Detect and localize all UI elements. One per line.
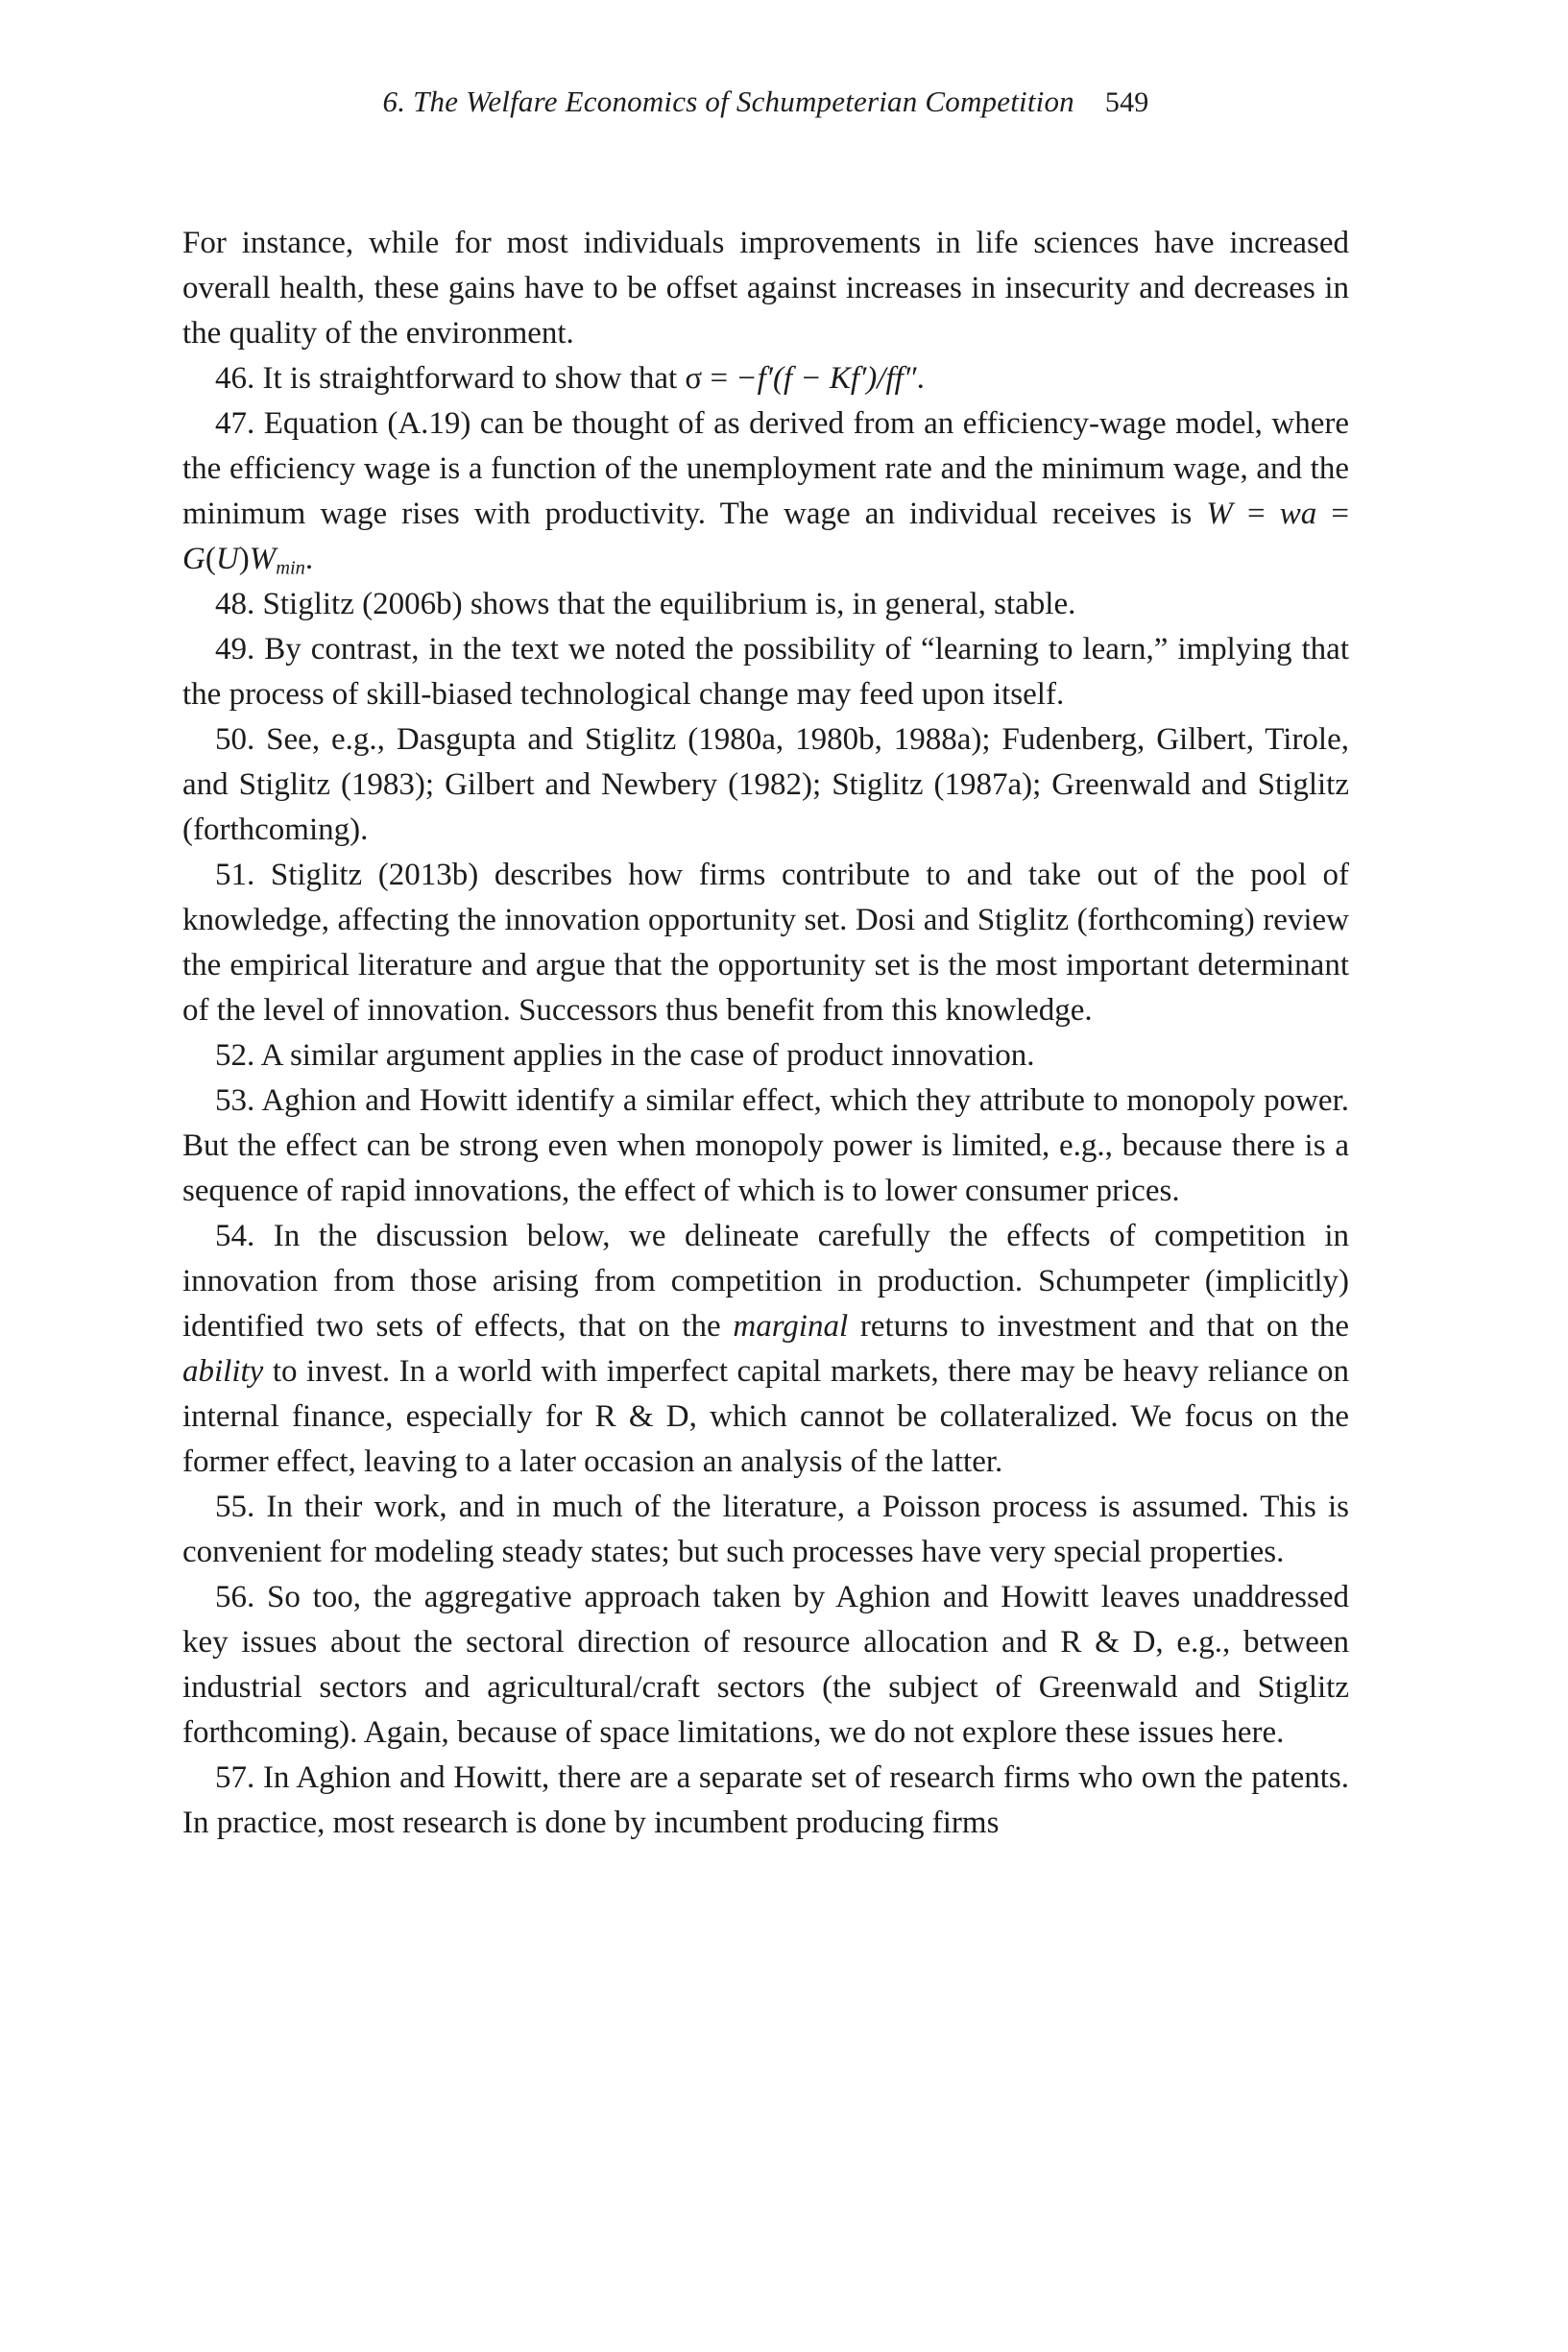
- italic-segment: W: [1206, 497, 1233, 531]
- text-segment: 55. In their work, and in much of the literature, a Poisson process is assumed. This is convenient for modeling steady states; but such processes have very special properties.: [182, 1490, 1349, 1569]
- note-54: [182, 1214, 1349, 1485]
- text-segment: =: [1232, 497, 1280, 531]
- note-55: [182, 1485, 1349, 1575]
- text-segment: =: [1316, 497, 1349, 531]
- text-segment: (: [205, 542, 216, 576]
- paragraph-continuation: [182, 221, 1349, 356]
- italic-segment: W: [249, 542, 277, 576]
- italic-segment: wa: [1279, 497, 1317, 531]
- text-segment: 50. See, e.g., Dasgupta and Stiglitz (1980a, 1980b, 1988a); Fudenberg, Gilbert, Tirole, and Stiglitz (1983); Gilbert and Newbery (1982); Stiglitz (1987a); Greenwald and Stiglitz (forthcoming).: [182, 722, 1349, 847]
- text-segment: ): [238, 542, 250, 576]
- italic-segment: G: [182, 542, 205, 576]
- running-head-chapter-title: 6. The Welfare Economics of Schumpeterian Competition: [382, 85, 1074, 118]
- text-segment: returns to investment and that on the: [848, 1309, 1349, 1344]
- text-segment: 54. In the discussion below, we delineate carefully the effects of competition in innovation from those arising from competition in production. Schumpeter (implicitly) identified two sets of effects, that on the: [182, 1219, 1349, 1344]
- note-48: [182, 582, 1349, 627]
- note-56: [182, 1575, 1349, 1756]
- note-53: [182, 1079, 1349, 1214]
- italic-segment: −f′(f − Kf′)/ff″: [736, 361, 917, 396]
- text-segment: 47. Equation (A.19) can be thought of as derived from an efficiency-wage model, where the efficiency wage is a function of the unemployment rate and the minimum wage, and the minimum wage rises with productivity. The wage an individual receives is: [182, 406, 1349, 531]
- running-head: [182, 85, 1349, 119]
- text-segment: to invest. In a world with imperfect capital markets, there may be heavy reliance on internal finance, especially for R & D, which cannot be collateralized. We focus on the former effect, leaving to a later occasion an analysis of the latter.: [182, 1354, 1349, 1479]
- italic-segment: marginal: [733, 1309, 849, 1344]
- subscript-segment: min: [276, 557, 305, 579]
- text-segment: 53. Aghion and Howitt identify a similar effect, which they attribute to monopoly power. But the effect can be strong even when monopoly power is limited, e.g., because there is a sequence of rapid innovations, the effect of which is to lower consumer prices.: [182, 1083, 1349, 1208]
- text-segment: .: [304, 542, 314, 576]
- note-50: [182, 717, 1349, 853]
- endnotes-text-block: [182, 221, 1349, 1846]
- text-segment: 49. By contrast, in the text we noted the possibility of “learning to learn,” implying that the process of skill-biased technological change may feed upon itself.: [182, 632, 1349, 712]
- text-segment: 56. So too, the aggregative approach taken by Aghion and Howitt leaves unaddressed key issues about the sectoral direction of resource allocation and R & D, e.g., between industrial sectors and agricultural/craft sectors (the subject of Greenwald and Stiglitz forthcoming). Again, because of space limitations, we do not explore these issues here.: [182, 1580, 1349, 1750]
- note-52: [182, 1033, 1349, 1079]
- text-segment: 51. Stiglitz (2013b) describes how firms contribute to and take out of the pool of knowledge, affecting the innovation opportunity set. Dosi and Stiglitz (forthcoming) review the empirical literature and argue that the opportunity set is the most important determinant of the level of innovation. Successors thus benefit from this knowledge.: [182, 858, 1349, 1028]
- text-segment: .: [916, 361, 925, 396]
- text-segment: 52. A similar argument applies in the case of product innovation.: [215, 1038, 1035, 1073]
- note-47: [182, 401, 1349, 582]
- note-51: [182, 853, 1349, 1033]
- note-57: [182, 1756, 1349, 1846]
- text-segment: 46. It is straightforward to show that σ =: [215, 361, 736, 396]
- note-46: [182, 356, 1349, 401]
- page-number: 549: [1104, 86, 1149, 118]
- text-segment: For instance, while for most individuals improvements in life sciences have increased overall health, these gains have to be offset against increases in insecurity and decreases in the quality of the environment.: [182, 226, 1349, 351]
- italic-segment: U: [215, 542, 239, 576]
- italic-segment: ability: [182, 1354, 264, 1389]
- text-segment: 57. In Aghion and Howitt, there are a separate set of research firms who own the patents. In practice, most research is done by incumbent producing firms: [182, 1760, 1349, 1840]
- text-segment: 48. Stiglitz (2006b) shows that the equilibrium is, in general, stable.: [215, 587, 1076, 621]
- note-49: [182, 627, 1349, 717]
